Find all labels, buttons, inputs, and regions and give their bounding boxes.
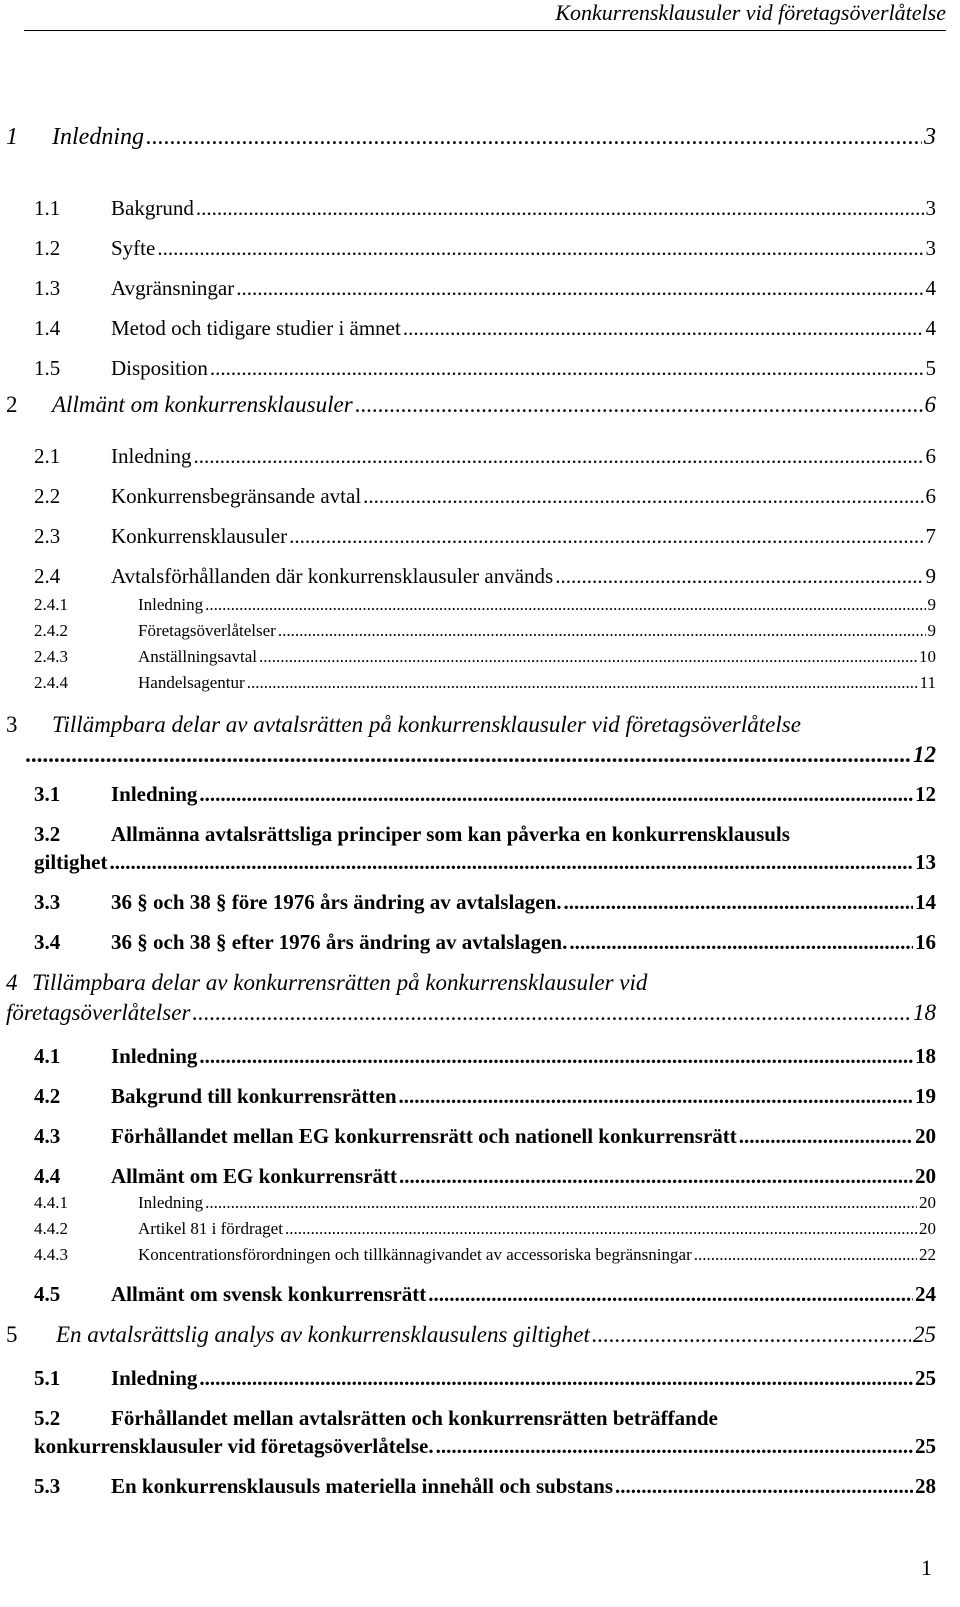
toc-leader <box>199 1366 913 1391</box>
toc-page: 19 <box>915 1084 936 1108</box>
toc-page: 9 <box>927 595 936 614</box>
toc-entry-chapter-1[interactable] <box>6 124 936 151</box>
toc-page: 20 <box>915 1124 936 1148</box>
toc-page: 9 <box>925 564 936 588</box>
toc-page: 11 <box>919 673 936 692</box>
toc-title: Allmänt om EG konkurrensrätt <box>111 1164 398 1188</box>
toc-leader <box>569 930 913 955</box>
toc-entry-2-4-1[interactable] <box>34 595 936 615</box>
toc-leader <box>26 742 911 768</box>
toc-page: 6 <box>925 444 936 468</box>
toc-entry-1-4[interactable] <box>34 316 936 341</box>
toc-number: 2.2 <box>34 484 61 508</box>
toc-leader <box>399 1084 914 1109</box>
toc-title-continued: företagsöverlåtelser <box>6 1000 191 1025</box>
toc-number: 5.1 <box>34 1366 61 1390</box>
toc-number: 5 <box>6 1322 18 1347</box>
toc-leader <box>399 1164 913 1189</box>
toc-leader <box>110 850 914 875</box>
toc-title: Inledning <box>111 1366 198 1390</box>
toc-page: 12 <box>913 742 936 767</box>
toc-page: 25 <box>913 1322 936 1347</box>
toc-leader <box>555 564 923 589</box>
toc-title: Bakgrund till konkurrensrätten <box>111 1084 397 1108</box>
toc-entry-chapter-3-leader[interactable] <box>6 742 936 768</box>
toc-number: 4.4.3 <box>34 1245 68 1264</box>
toc-entry-1-5[interactable] <box>34 356 936 381</box>
toc-number: 4.5 <box>34 1282 61 1306</box>
toc-number: 4.4.1 <box>34 1193 68 1212</box>
toc-leader <box>278 621 926 641</box>
toc-page: 3 <box>925 196 936 220</box>
toc-leader <box>205 1193 917 1213</box>
toc-title: Bakgrund <box>111 196 194 220</box>
toc-entry-4-4-1[interactable] <box>34 1193 936 1213</box>
toc-entry-1-1[interactable] <box>34 196 936 221</box>
toc-leader <box>694 1245 917 1265</box>
toc-entry-3-3[interactable] <box>34 890 936 915</box>
running-header: Konkurrensklausuler vid företagsöverlåtelse <box>24 0 946 31</box>
toc-title: 36 § och 38 § efter 1976 års ändring av avtalslagen. <box>111 930 568 954</box>
toc-entry-2-4-2[interactable] <box>34 621 936 641</box>
toc-leader <box>285 1219 917 1239</box>
toc-entry-3-4[interactable] <box>34 930 936 955</box>
toc-leader <box>236 276 923 301</box>
toc-leader <box>193 444 923 469</box>
toc-number: 3.3 <box>34 890 61 914</box>
toc-entry-3-2-cont[interactable] <box>34 850 936 875</box>
toc-leader <box>592 1322 911 1348</box>
toc-page: 10 <box>919 647 936 666</box>
toc-number: 1.1 <box>34 196 61 220</box>
toc-number: 2.4 <box>34 564 61 588</box>
toc-page: 20 <box>919 1193 936 1212</box>
toc-number: 4.3 <box>34 1124 61 1148</box>
toc-page: 25 <box>915 1366 936 1390</box>
toc-entry-5-1[interactable] <box>34 1366 936 1391</box>
toc-leader <box>436 1434 913 1459</box>
toc-title: Allmänt om svensk konkurrensrätt <box>111 1282 427 1306</box>
toc-leader <box>192 1000 911 1026</box>
toc-entry-4-2[interactable] <box>34 1084 936 1109</box>
toc-page: 5 <box>925 356 936 380</box>
toc-page: 14 <box>915 890 936 914</box>
toc-number: 1.3 <box>34 276 61 300</box>
toc-page: 20 <box>919 1219 936 1238</box>
toc-number: 3.2 <box>34 822 61 846</box>
toc-title: Förhållandet mellan avtalsrätten och konkurrensrätten beträffande <box>111 1406 718 1430</box>
toc-leader <box>196 196 924 221</box>
toc-page: 3 <box>925 236 936 260</box>
toc-entry-4-4-2[interactable] <box>34 1219 936 1239</box>
toc-leader <box>615 1474 913 1499</box>
toc-title: Inledning <box>52 124 144 150</box>
page-number: 1 <box>921 1555 932 1580</box>
toc-page: 16 <box>915 930 936 954</box>
toc-page: 18 <box>915 1044 936 1068</box>
toc-entry-4-5[interactable] <box>34 1282 936 1307</box>
toc-entry-chapter-4[interactable] <box>6 970 936 996</box>
toc-title: Metod och tidigare studier i ämnet <box>111 316 401 340</box>
toc-number: 1.5 <box>34 356 61 380</box>
toc-leader <box>363 484 923 509</box>
toc-title: Inledning <box>111 1044 198 1068</box>
toc-title: Tillämpbara delar av avtalsrätten på konkurrensklausuler vid företagsöverlåtelse <box>52 712 801 737</box>
toc-title: En avtalsrättslig analys av konkurrensklausulens giltighet <box>56 1322 590 1347</box>
toc-number: 2.4.2 <box>34 621 68 640</box>
toc-title: Artikel 81 i fördraget <box>138 1219 283 1238</box>
toc-leader <box>289 524 923 549</box>
toc-entry-1-3[interactable] <box>34 276 936 301</box>
toc-entry-2-1[interactable] <box>34 444 936 469</box>
toc-page: 6 <box>924 392 936 417</box>
toc-title: Avtalsförhållanden där konkurrensklausuler används <box>111 564 554 588</box>
toc-entry-2-4[interactable] <box>34 564 936 589</box>
toc-title: Företagsöverlåtelser <box>138 621 276 640</box>
toc-title: Anställningsavtal <box>138 647 257 666</box>
toc-entry-5-2[interactable] <box>34 1406 936 1431</box>
toc-page: 18 <box>913 1000 936 1025</box>
toc-page: 9 <box>927 621 936 640</box>
toc-leader <box>146 124 922 151</box>
toc-title: Inledning <box>138 1193 204 1212</box>
toc-title: Allmänt om konkurrensklausuler <box>52 392 353 417</box>
toc-title-continued: konkurrensklausuler vid företagsöverlåtelse. <box>34 1434 434 1458</box>
toc-title: Syfte <box>111 236 156 260</box>
toc-entry-chapter-4-cont[interactable] <box>6 1000 936 1026</box>
toc-entry-2-3[interactable] <box>34 524 936 549</box>
toc-entry-4-3[interactable] <box>34 1124 936 1149</box>
toc-number: 4.4 <box>34 1164 61 1188</box>
toc-leader <box>259 647 917 667</box>
toc-number: 5.3 <box>34 1474 61 1498</box>
toc-leader <box>157 236 923 261</box>
toc-title: En konkurrensklausuls materiella innehåll och substans <box>111 1474 614 1498</box>
toc-leader <box>739 1124 913 1149</box>
toc-page: 25 <box>915 1434 936 1458</box>
toc-title: Konkurrensbegränsande avtal <box>111 484 362 508</box>
toc-number: 4 <box>6 970 18 995</box>
toc-leader <box>247 673 918 693</box>
toc-number: 2.4.3 <box>34 647 68 666</box>
toc-page: 4 <box>925 316 936 340</box>
toc-title: Konkurrensklausuler <box>111 524 288 548</box>
toc-title: 36 § och 38 § före 1976 års ändring av avtalslagen. <box>111 890 562 914</box>
toc-entry-3-2[interactable] <box>34 822 936 847</box>
toc-page: 12 <box>915 782 936 806</box>
toc-number: 2.4.1 <box>34 595 68 614</box>
toc-leader <box>199 782 913 807</box>
toc-page: 13 <box>915 850 936 874</box>
toc-number: 1 <box>6 124 18 150</box>
toc-title: Avgränsningar <box>111 276 235 300</box>
toc-title: Inledning <box>111 444 192 468</box>
toc-number: 2.1 <box>34 444 61 468</box>
toc-title-continued: giltighet <box>34 850 108 874</box>
toc-leader <box>403 316 924 341</box>
toc-entry-4-4[interactable] <box>34 1164 936 1189</box>
toc-number: 5.2 <box>34 1406 61 1430</box>
toc-entry-5-3[interactable] <box>34 1474 936 1499</box>
toc-entry-chapter-3[interactable] <box>6 712 936 738</box>
toc-number: 1.4 <box>34 316 61 340</box>
toc-number: 2 <box>6 392 18 417</box>
toc-number: 4.1 <box>34 1044 61 1068</box>
toc-page: 6 <box>925 484 936 508</box>
toc-number: 3 <box>6 712 18 737</box>
toc-leader <box>205 595 925 615</box>
toc-title: Disposition <box>111 356 208 380</box>
toc-title: Handelsagentur <box>138 673 245 692</box>
toc-entry-3-1[interactable] <box>34 782 936 807</box>
toc-entry-2-2[interactable] <box>34 484 936 509</box>
toc-page: 4 <box>925 276 936 300</box>
toc-leader <box>428 1282 913 1307</box>
toc-number: 3.1 <box>34 782 61 806</box>
toc-title: Tillämpbara delar av konkurrensrätten på konkurrensklausuler vid <box>32 970 648 995</box>
toc-title: Inledning <box>138 595 204 614</box>
toc-entry-chapter-5[interactable] <box>6 1322 936 1348</box>
toc-entry-5-2-cont[interactable] <box>34 1434 936 1459</box>
toc-entry-1-2[interactable] <box>34 236 936 261</box>
toc-page: 22 <box>919 1245 936 1264</box>
toc-leader <box>564 890 913 915</box>
toc-title: Koncentrationsförordningen och tillkännagivandet av accessoriska begränsningar <box>138 1245 692 1264</box>
toc-leader <box>210 356 924 381</box>
toc-entry-4-1[interactable] <box>34 1044 936 1069</box>
toc-leader <box>355 392 923 418</box>
toc-page: 7 <box>925 524 936 548</box>
toc-title: Inledning <box>111 782 198 806</box>
toc-number: 4.2 <box>34 1084 61 1108</box>
toc-entry-2-4-3[interactable] <box>34 647 936 667</box>
toc-leader <box>199 1044 913 1069</box>
toc-number: 2.3 <box>34 524 61 548</box>
toc-number: 2.4.4 <box>34 673 68 692</box>
toc-page: 24 <box>915 1282 936 1306</box>
toc-title: Allmänna avtalsrättsliga principer som kan påverka en konkurrensklausuls <box>111 822 790 846</box>
toc-page: 3 <box>924 124 936 150</box>
toc-page: 20 <box>915 1164 936 1188</box>
toc-entry-chapter-2[interactable] <box>6 392 936 418</box>
toc-number: 1.2 <box>34 236 61 260</box>
toc-page: 28 <box>915 1474 936 1498</box>
toc-entry-4-4-3[interactable] <box>34 1245 936 1265</box>
toc-number: 4.4.2 <box>34 1219 68 1238</box>
toc-entry-2-4-4[interactable] <box>34 673 936 693</box>
toc-number: 3.4 <box>34 930 61 954</box>
toc-title: Förhållandet mellan EG konkurrensrätt och nationell konkurrensrätt <box>111 1124 737 1148</box>
